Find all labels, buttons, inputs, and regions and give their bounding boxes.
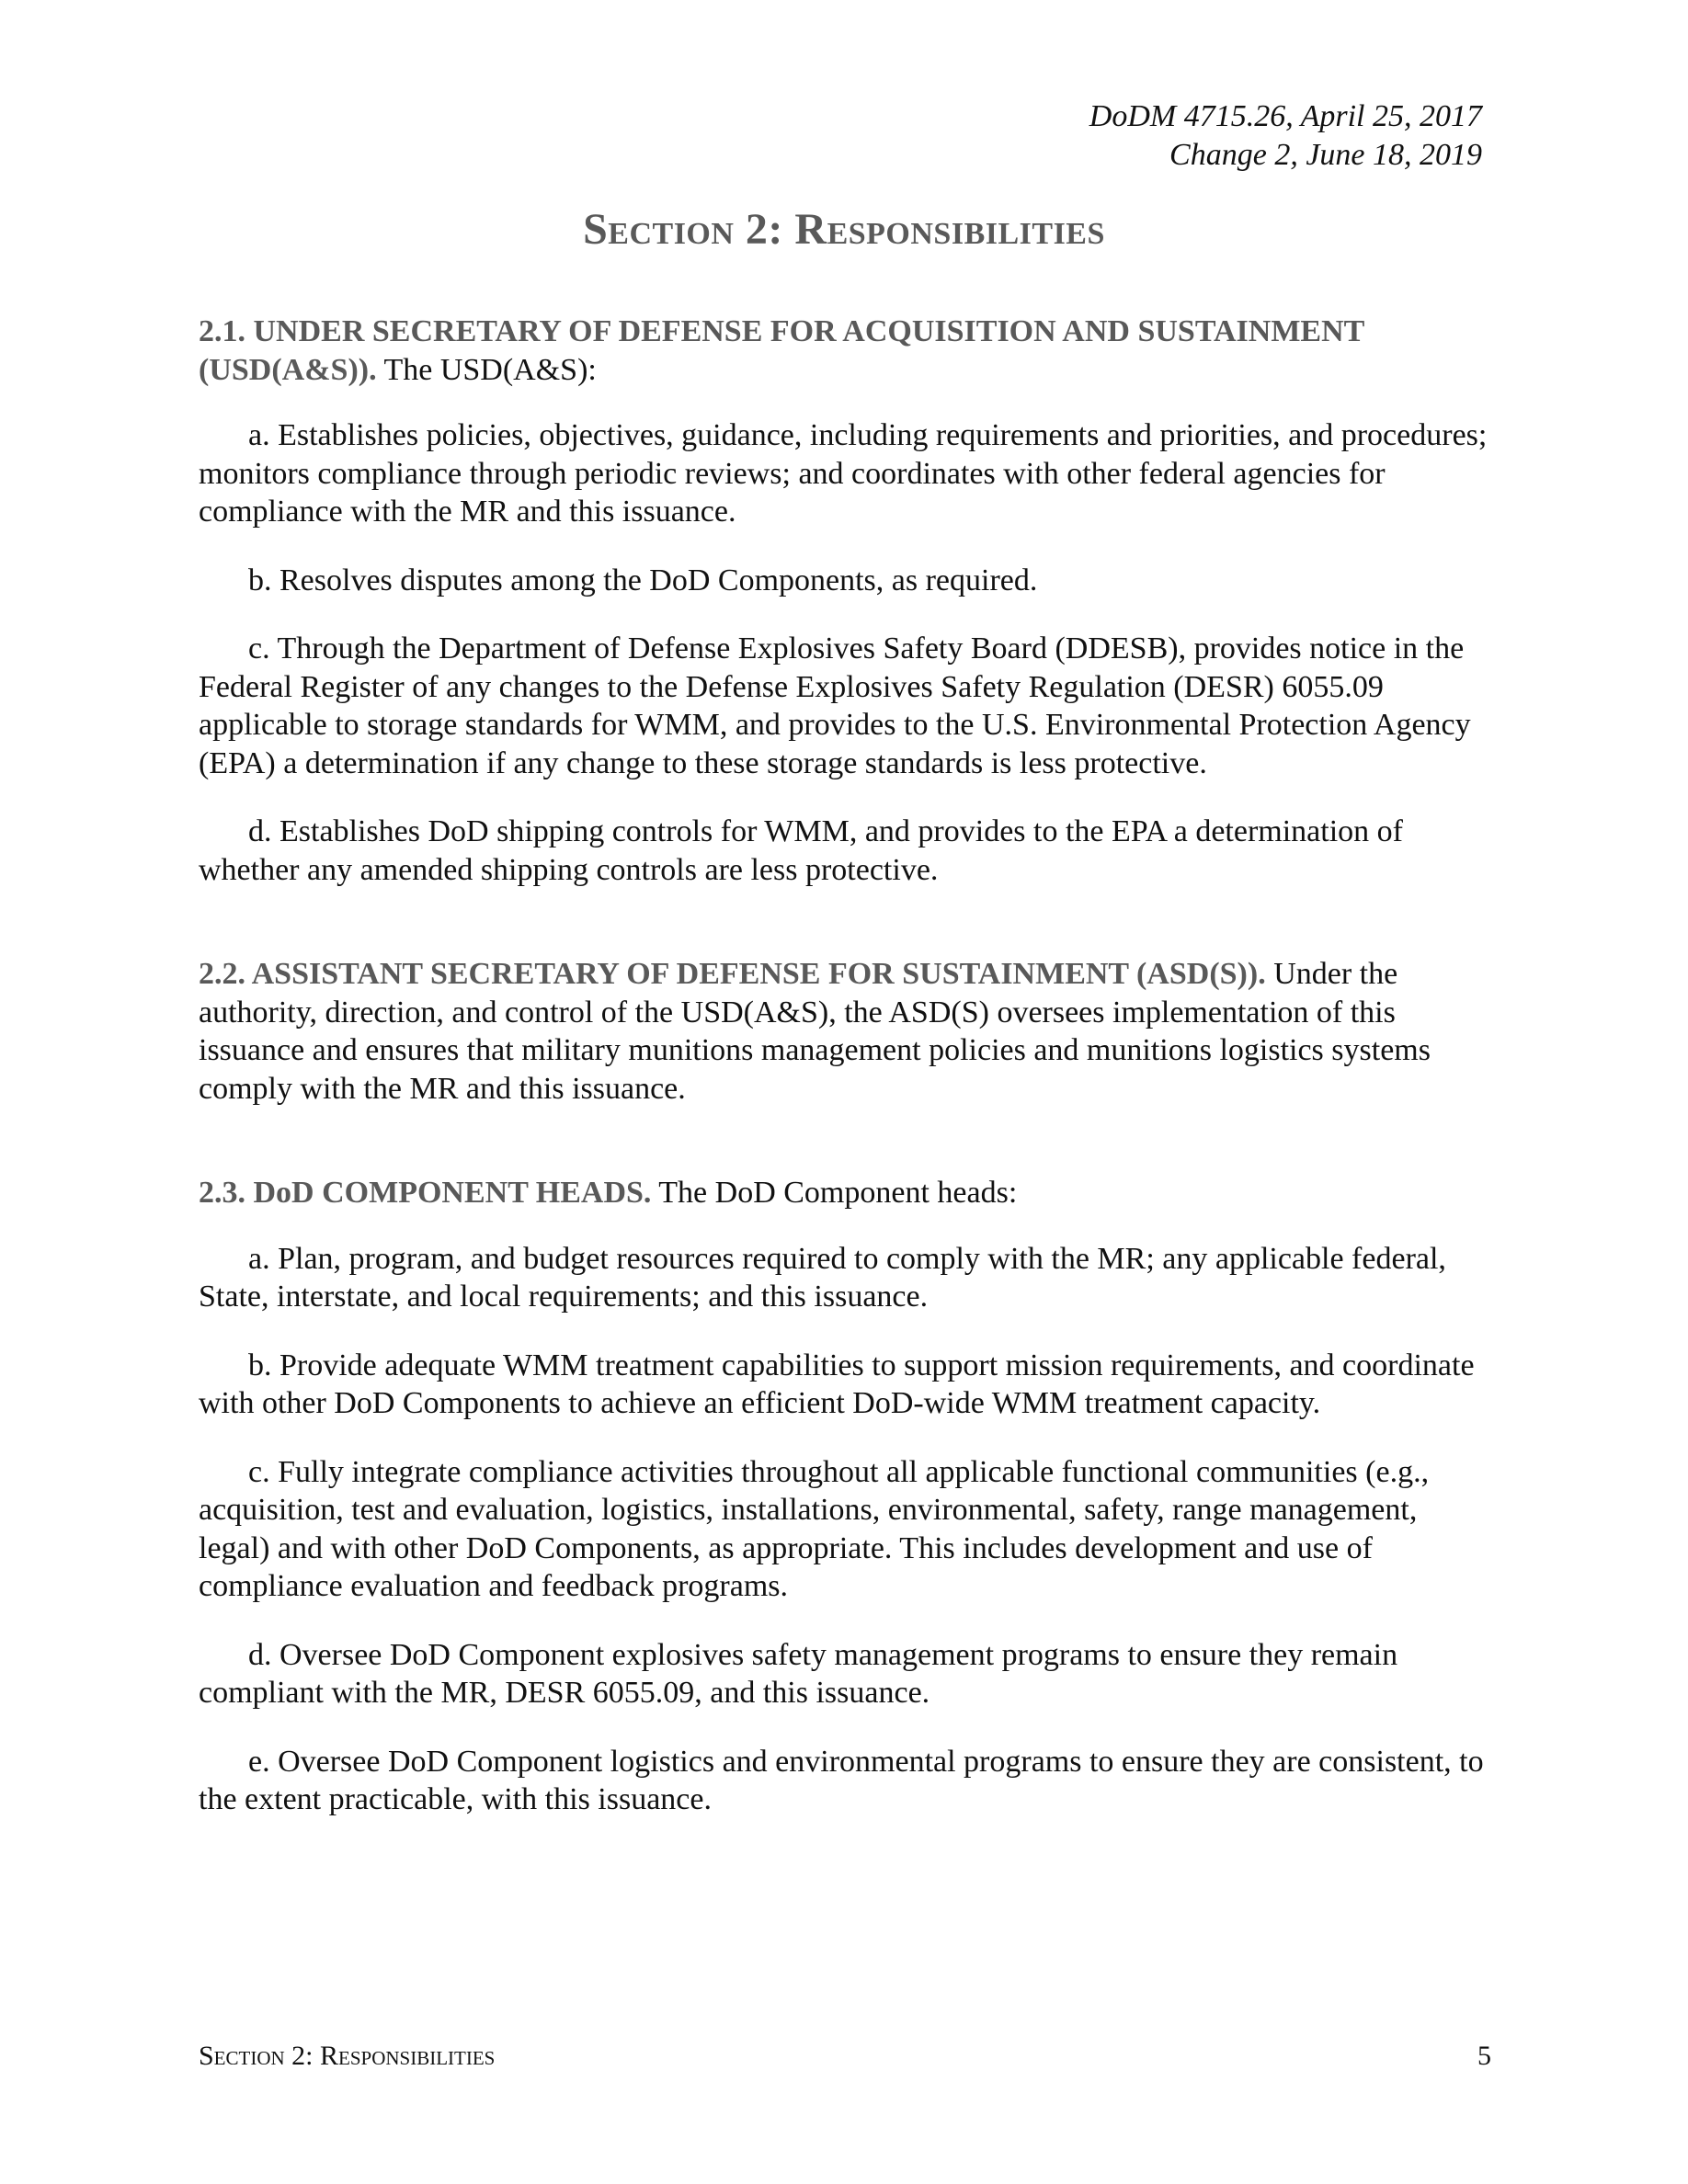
heading-text: 2.1. UNDER SECRETARY OF DEFENSE FOR ACQUISITION AND SUSTAINMENT (USD(A&S)). — [199, 314, 1364, 387]
paragraph: a. Establishes policies, objectives, guidance, including requirements and priorities, and procedures; monitors compliance through periodic reviews; and coordinates with other federal agencies for compliance with the MR and this issuance. — [199, 418, 1488, 529]
section-heading — [199, 313, 1491, 389]
document-header — [1089, 97, 1482, 175]
paragraph: b. Resolves disputes among the DoD Components, as required. — [248, 563, 1038, 597]
paragraph: c. Fully integrate compliance activities throughout all applicable functional communities (e.g., acquisition, test and evaluation, logistics, installations, environmental, safety, range management, legal) and with other DoD Components, as appropriate. This includes development and use of compliance evaluation and feedback programs. — [199, 1454, 1430, 1603]
paragraph: b. Provide adequate WMM treatment capabilities to support mission requirements, and coordinate with other DoD Components to achieve an efficient DoD-wide WMM treatment capacity. — [199, 1348, 1475, 1420]
heading-intro: The DoD Component heads: — [651, 1176, 1018, 1210]
document-id-date: DoDM 4715.26, April 25, 2017 — [1089, 99, 1482, 133]
paragraph: d. Establishes DoD shipping controls for WMM, and provides to the EPA a determination of whether any amended shipping controls are less protective. — [199, 814, 1403, 887]
footer-section-title: Section 2: Responsibilities — [199, 2041, 496, 2071]
heading-text: 2.2. ASSISTANT SECRETARY OF DEFENSE FOR SUSTAINMENT (ASD(S)). — [199, 957, 1266, 991]
page-footer — [199, 2041, 1491, 2072]
section-heading — [199, 955, 1491, 1108]
section-2-3 — [199, 1174, 1491, 1819]
paragraph: d. Oversee DoD Component explosives safety management programs to ensure they remain compliant with the MR, DESR 6055.09, and this issuance. — [199, 1637, 1398, 1710]
section-2-2 — [199, 955, 1491, 1108]
document-body — [199, 313, 1491, 1819]
section-heading — [199, 1174, 1491, 1212]
section-2-1 — [199, 313, 1491, 889]
change-date: Change 2, June 18, 2019 — [1169, 138, 1482, 172]
heading-intro: The USD(A&S): — [376, 352, 597, 387]
paragraph: c. Through the Department of Defense Explosives Safety Board (DDESB), provides notice in the Federal Register of any changes to the Defense Explosives Safety Regulation (DESR) 6055.09 applicable to storage standards for WMM, and provides to the U.S. Environmental Protection Agency (EPA) a determination if any change to these storage standards is less protective. — [199, 631, 1471, 780]
paragraph: e. Oversee DoD Component logistics and environmental programs to ensure they are consistent, to the extent practicable, with this issuance. — [199, 1744, 1484, 1816]
heading-text: 2.3. DoD COMPONENT HEADS. — [199, 1176, 652, 1210]
heading-intro: Under the authority, direction, and control of the USD(A&S), the ASD(S) oversees implementation of this issuance and ensures that military munitions management policies and munitions logistics systems comply with the MR and this issuance. — [199, 957, 1431, 1106]
paragraph: a. Plan, program, and budget resources required to comply with the MR; any applicable federal, State, interstate, and local requirements; and this issuance. — [199, 1241, 1446, 1314]
section-title: Section 2: Responsibilities — [583, 205, 1105, 254]
page-number: 5 — [1477, 2041, 1491, 2071]
